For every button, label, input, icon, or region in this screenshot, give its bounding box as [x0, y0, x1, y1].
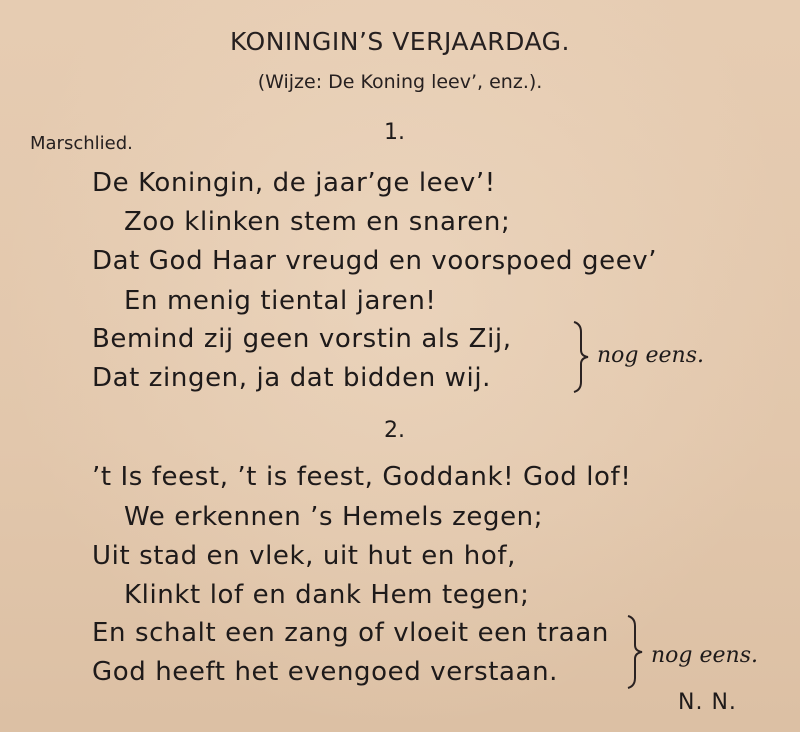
song-subtitle: (Wijze: De Koning leev’, enz.).: [257, 71, 543, 93]
verse-line: Uit stad en vlek, uit hut en hof,: [92, 541, 517, 571]
verse-line: En schalt een zang of vloeit een traan: [92, 618, 609, 648]
repeat-note: nog eens.: [597, 343, 704, 368]
verse-line: ’t Is feest, ’t is feest, Goddank! God lof!: [92, 462, 632, 492]
verse-line: Bemind zij geen vorstin als Zij,: [92, 324, 512, 354]
verse-line: We erkennen ’s Hemels zegen;: [124, 502, 544, 532]
author-signature: N. N.: [678, 690, 737, 715]
verse-line: De Koningin, de jaar’ge leev’!: [92, 168, 496, 198]
verse-line: En menig tiental jaren!: [124, 286, 437, 316]
repeat-note: nog eens.: [651, 643, 758, 668]
verse-line: God heeft het evengoed verstaan.: [92, 657, 559, 687]
stanza-number: 1.: [384, 120, 405, 145]
verse-line: Klinkt lof en dank Hem tegen;: [124, 580, 530, 610]
repeat-brace: [568, 318, 590, 396]
stanza-number: 2.: [384, 418, 405, 443]
song-genre: Marschlied.: [30, 133, 133, 154]
verse-line: Dat God Haar vreugd en voorspoed geev’: [92, 246, 658, 276]
repeat-brace: [622, 612, 644, 692]
verse-line: Zoo klinken stem en snaren;: [124, 207, 511, 237]
song-title: KONINGIN’S VERJAARDAG.: [230, 27, 570, 56]
verse-line: Dat zingen, ja dat bidden wij.: [92, 363, 492, 393]
